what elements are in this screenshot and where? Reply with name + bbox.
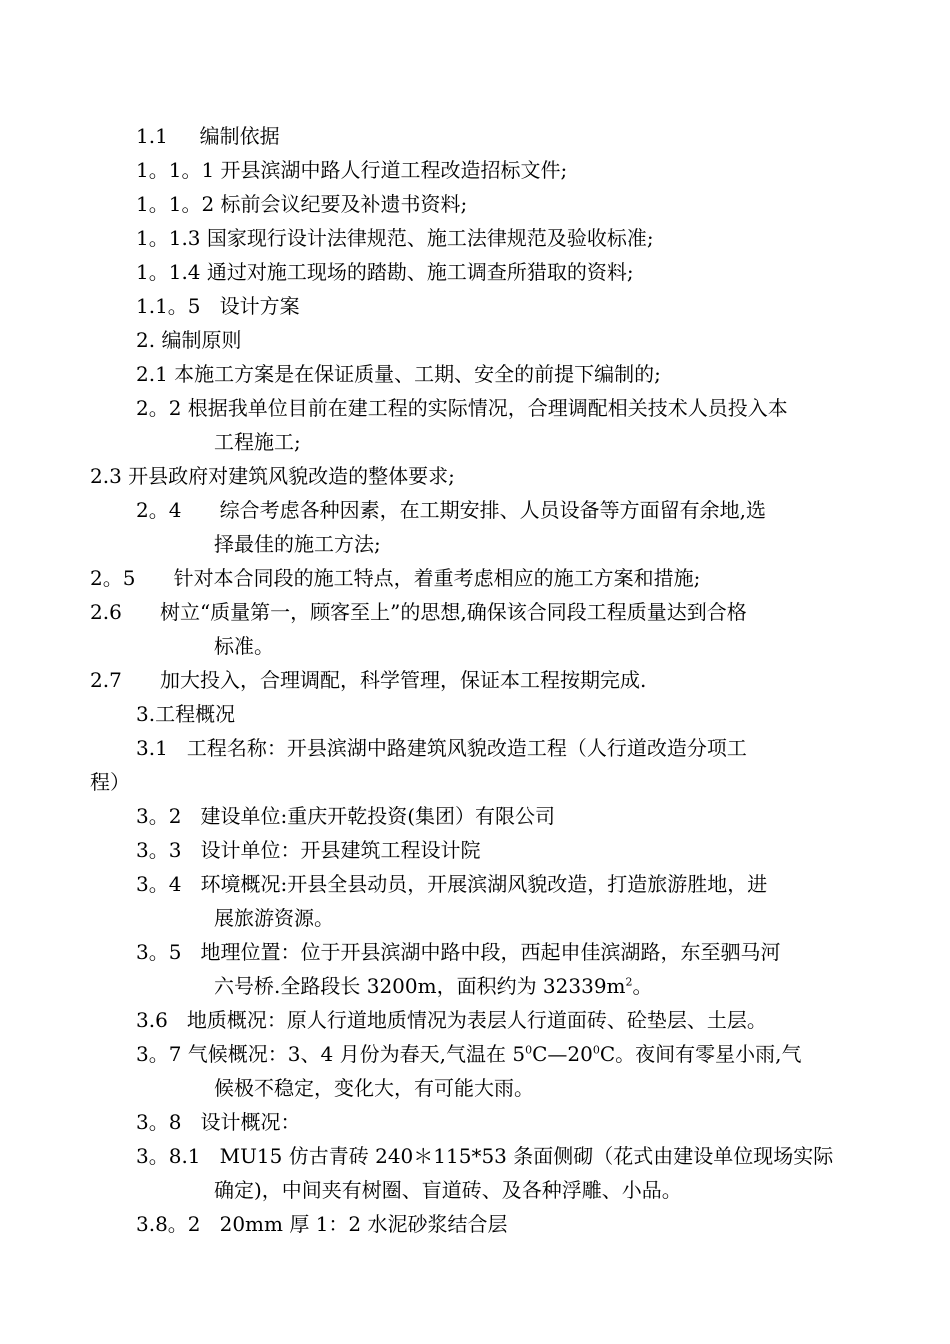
list-item-continuation: 程） [90, 770, 130, 794]
list-item: 2。2 根据我单位目前在建工程的实际情况，合理调配相关技术人员投入本 [136, 396, 788, 420]
list-item-continuation [214, 972, 653, 1000]
list-item: 3.8。2 20mm 厚 1：2 水泥砂浆结合层 [136, 1212, 508, 1236]
list-item: 1。1.3 国家现行设计法律规范、施工法律规范及验收标准; [136, 226, 654, 250]
list-item: 2。5 针对本合同段的施工特点，着重考虑相应的施工方案和措施; [90, 566, 701, 590]
list-item: 3。3 设计单位：开县建筑工程设计院 [136, 838, 481, 862]
list-item [136, 1040, 802, 1068]
list-item: 3。4 环境概况:开县全县动员，开展滨湖风貌改造，打造旅游胜地，进 [136, 872, 768, 896]
period-text: 。 [632, 974, 653, 998]
section-heading-2: 2. 编制原则 [136, 328, 242, 352]
list-item-continuation: 工程施工; [214, 430, 301, 454]
climate-text-a: 3。7 气候概况：3、4 月份为春天,气温在 5 [136, 1042, 526, 1066]
list-item: 2.1 本施工方案是在保证质量、工期、安全的前提下编制的; [136, 362, 661, 386]
list-item: 1.1。5 设计方案 [136, 294, 300, 318]
list-item: 3.6 地质概况：原人行道地质情况为表层人行道面砖、砼垫层、土层。 [136, 1008, 767, 1032]
area-text: 六号桥.全路段长 3200m，面积约为 32339m [214, 974, 626, 998]
list-item: 3。8.1 MU15 仿古青砖 240＊115*53 条面侧砌（花式由建设单位现场实际 [136, 1144, 834, 1168]
list-item: 3.1 工程名称：开县滨湖中路建筑风貌改造工程（人行道改造分项工 [136, 736, 747, 760]
degree-superscript: 0 [525, 1043, 533, 1057]
list-item: 1。1。1 开县滨湖中路人行道工程改造招标文件; [136, 158, 568, 182]
list-item: 3。8 设计概况： [136, 1110, 301, 1134]
list-item-continuation: 展旅游资源。 [214, 906, 334, 930]
list-item: 2.6 树立“质量第一，顾客至上”的思想,确保该合同段工程质量达到合格 [90, 600, 747, 624]
list-item: 2.3 开县政府对建筑风貌改造的整体要求; [90, 464, 455, 488]
list-item: 1。1.4 通过对施工现场的踏勘、施工调查所猎取的资料; [136, 260, 634, 284]
list-item: 3。2 建设单位:重庆开乾投资(集团）有限公司 [136, 804, 556, 828]
section-heading-3: 3.工程概况 [136, 702, 236, 726]
climate-text-c: C。夜间有零星小雨,气 [599, 1042, 802, 1066]
section-heading-1-1: 1.1 编制依据 [136, 124, 280, 148]
list-item-continuation: 标准。 [214, 634, 274, 658]
list-item-continuation: 候极不稳定，变化大，有可能大雨。 [214, 1076, 534, 1100]
list-item: 1。1。2 标前会议纪要及补遗书资料; [136, 192, 468, 216]
list-item: 2。4 综合考虑各种因素，在工期安排、人员设备等方面留有余地,选 [136, 498, 766, 522]
degree-superscript: 0 [592, 1043, 600, 1057]
superscript-2: 2 [625, 975, 633, 989]
list-item: 3。5 地理位置：位于开县滨湖中路中段，西起申佳滨湖路，东至驷马河 [136, 940, 781, 964]
list-item-continuation: 择最佳的施工方法; [214, 532, 381, 556]
climate-text-b: C—20 [532, 1042, 593, 1066]
list-item-continuation: 确定)，中间夹有树圈、盲道砖、及各种浮雕、小品。 [214, 1178, 682, 1202]
list-item: 2.7 加大投入，合理调配，科学管理，保证本工程按期完成. [90, 668, 647, 692]
